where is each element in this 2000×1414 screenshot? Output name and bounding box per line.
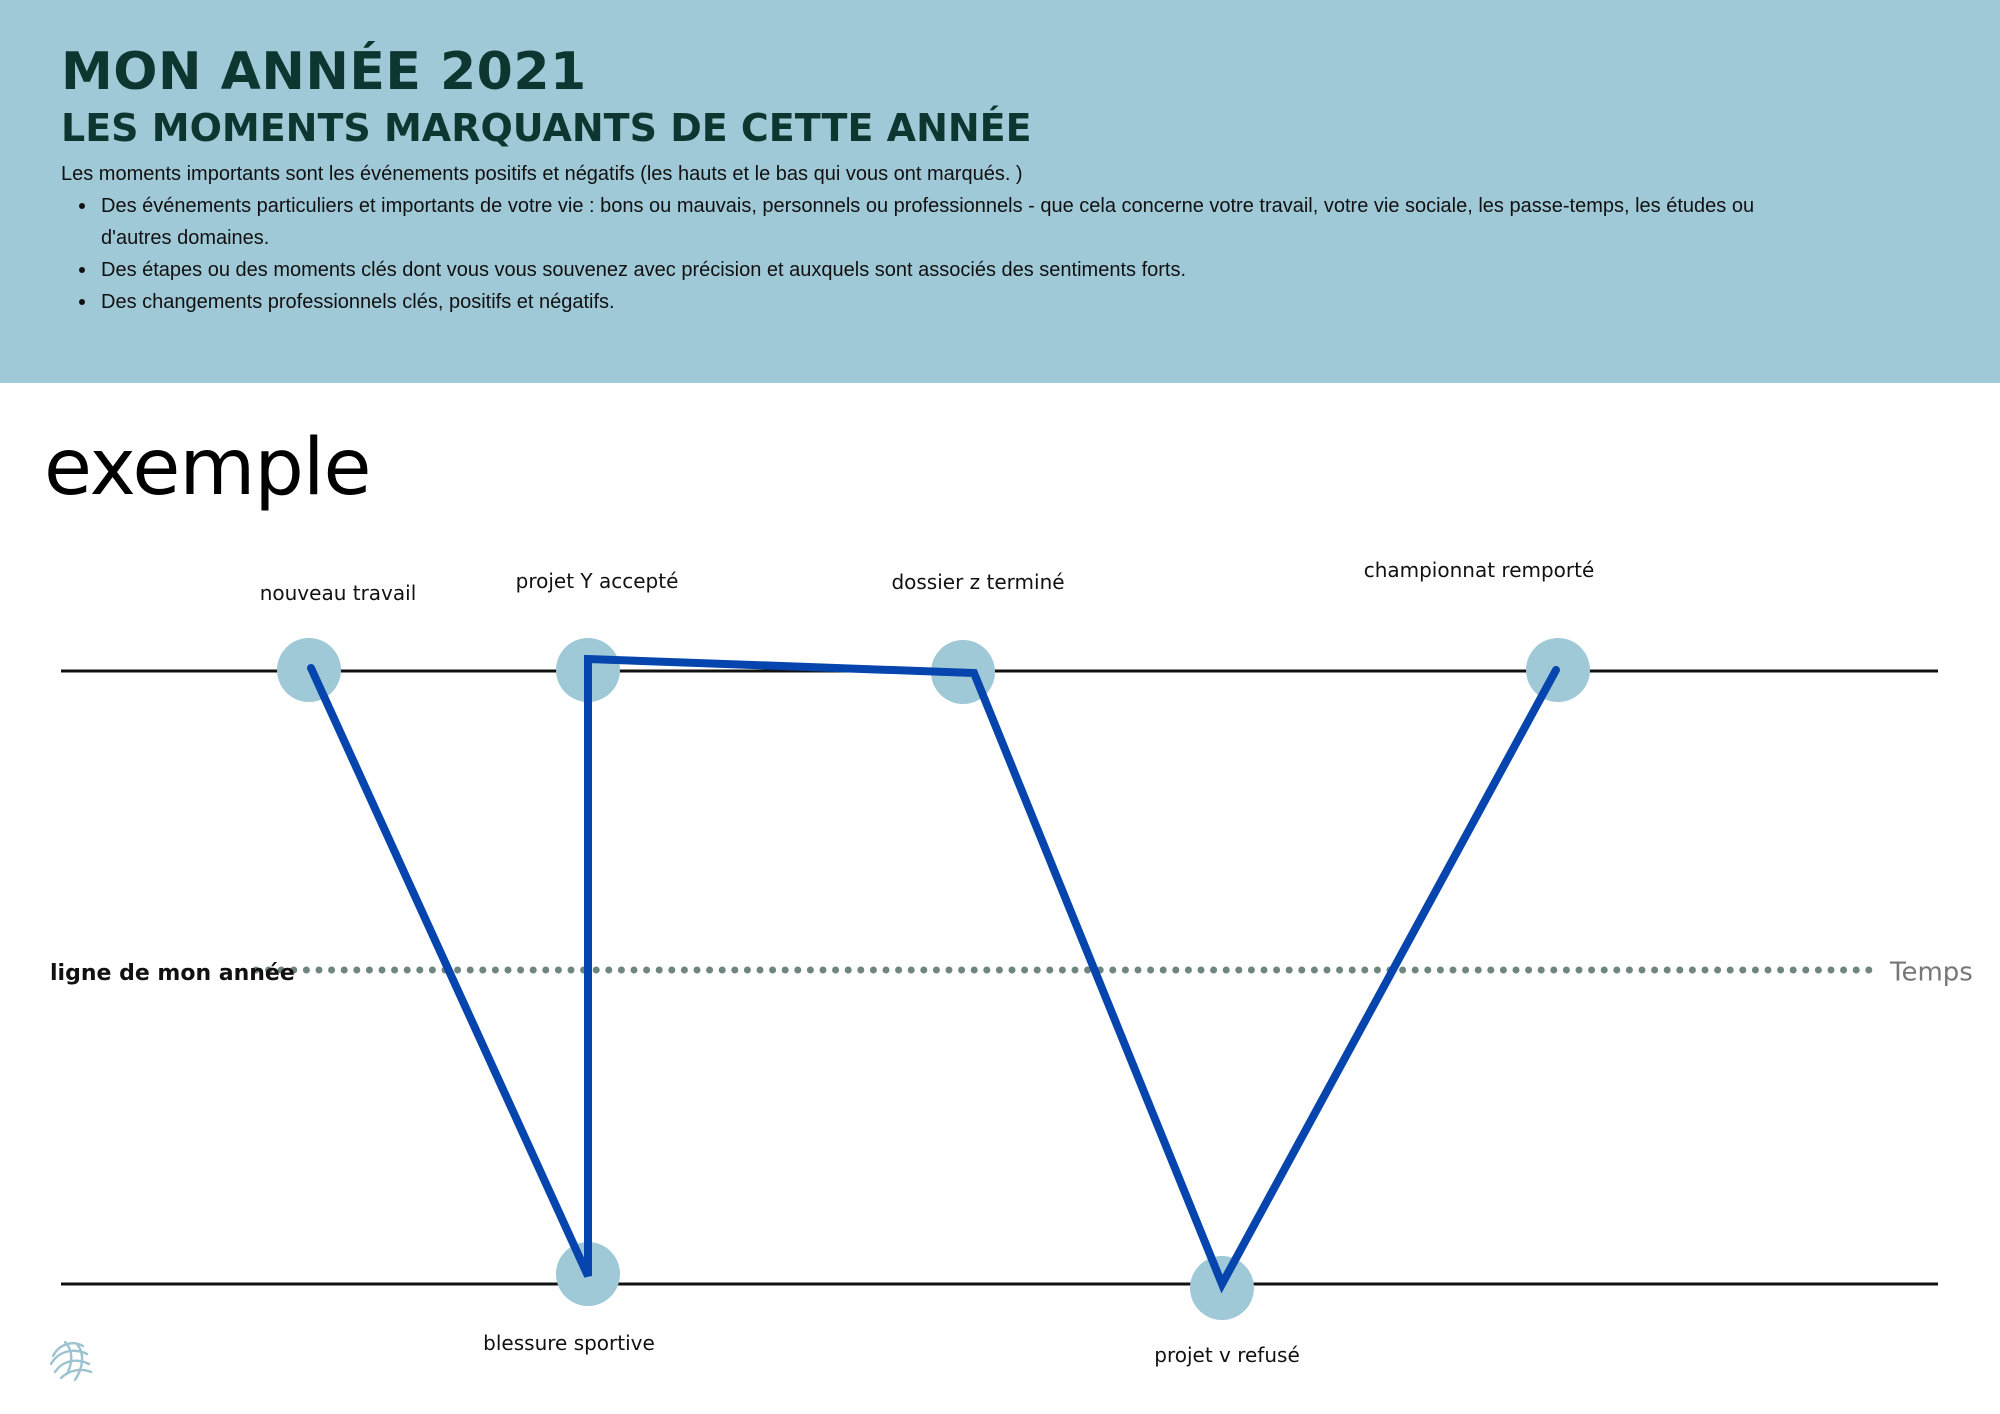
event-label: blessure sportive — [483, 1331, 655, 1355]
intro-text: Les moments importants sont les événements positifs et négatifs (les hauts et le bas qui vous ont marqués. ) — [61, 163, 1023, 185]
page-title: MON ANNÉE 2021 — [61, 42, 587, 102]
event-label: nouveau travail — [259, 581, 417, 605]
bullet-item: Des étapes ou des moments clés dont vous vous souvenez avec précision et auxquels sont associés des sentiments forts. — [101, 254, 1791, 286]
event-markers — [277, 638, 1590, 1320]
axis-label: ligne de mon année — [50, 961, 295, 986]
event-label: dossier z terminé — [891, 570, 1065, 594]
bullet-item: Des événements particuliers et importants de votre vie : bons ou mauvais, personnels ou professionnels - que cela concerne votre travail, votre vie sociale, les passe-temps, les études ou d'autres domaines. — [101, 190, 1791, 254]
event-label: championnat remporté — [1363, 558, 1595, 582]
time-label: Temps — [1890, 957, 1973, 988]
example-label: exemple — [44, 423, 371, 513]
bullet-item: Des changements professionnels clés, positifs et négatifs. — [101, 286, 1791, 318]
page-subtitle: LES MOMENTS MARQUANTS DE CETTE ANNÉE — [61, 106, 1032, 150]
event-label: projet v refusé — [1154, 1343, 1300, 1367]
event-label: projet Y accepté — [515, 569, 679, 593]
brand-logo-icon — [43, 1332, 99, 1388]
